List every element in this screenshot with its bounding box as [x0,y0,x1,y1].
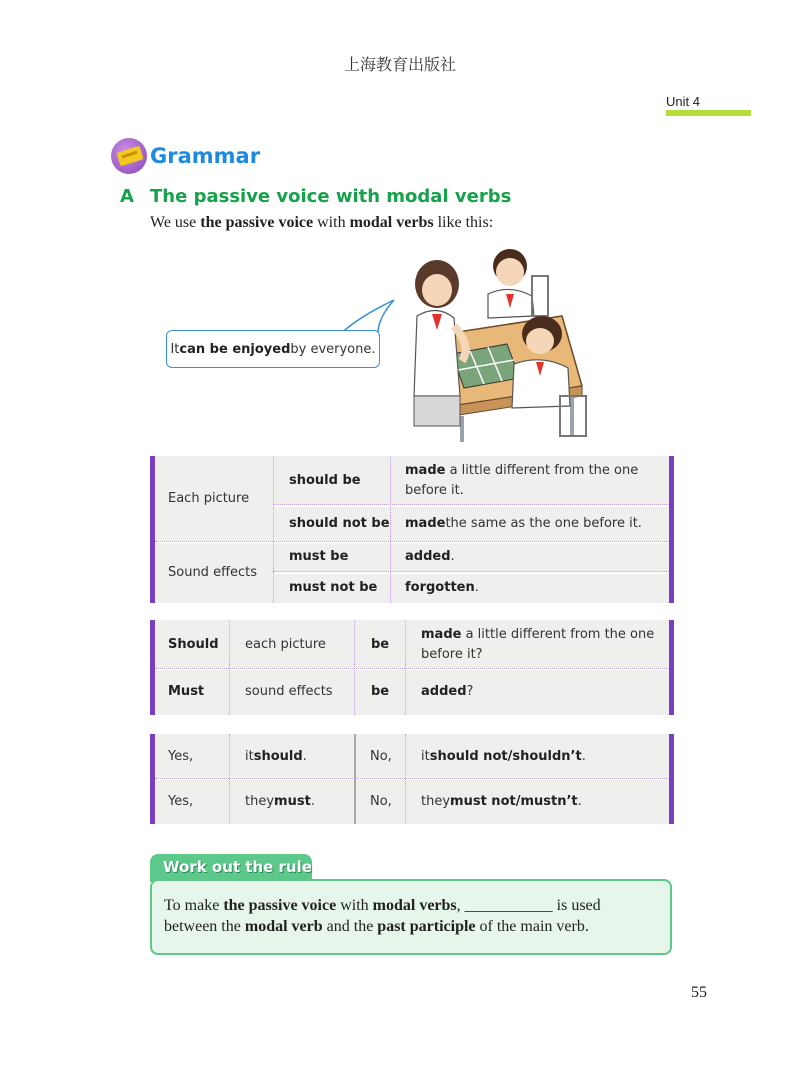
grammar-icon [111,138,147,174]
answer-no-text-row2: they must not/mustn’t . [421,793,582,809]
verb-phrase-row1: made a little different from the one before it. [405,463,639,498]
rule-line-1: To make the passive voice with modal verbs, ___________ is used [164,897,601,914]
publisher-header: 上海教育出版社 [343,55,456,74]
verb-phrase-row3: added . [405,549,455,564]
answer-no-text-row1: it should not/shouldn’t . [421,748,586,764]
answer-yes-text-row1: it should . [245,748,307,764]
unit-label: Unit 4 [666,94,700,109]
answer-no-row1: No, [370,748,392,764]
speech-bubble: It can be enjoyed by everyone. [166,330,380,368]
rule-tab-label: Work out the rule [163,858,312,876]
intro-text: We use the passive voice with modal verbs like this: [150,214,494,231]
answer-yes-text-row2: they must . [245,793,315,809]
students-illustration [392,246,592,442]
passive-questions-table [150,620,674,715]
question-modal-should: Should [168,636,219,652]
subsection-letter: A [120,186,134,207]
answer-yes-row1: Yes, [168,748,194,764]
modal-must-be: must be [289,549,349,564]
subject-each-picture: Each picture [168,491,250,506]
verb-phrase-row2: made the same as the one before it. [405,515,642,531]
verb-phrase-row4: forgotten . [405,580,479,595]
question-subject-row1: each picture [245,636,326,652]
answer-yes-row2: Yes, [168,793,194,809]
section-title: Grammar [150,144,261,168]
modal-should-not-be: should not be [289,515,390,531]
modal-should-be: should be [289,473,361,488]
question-verb-row2: added ? [421,684,474,699]
subsection-title: The passive voice with modal verbs [150,186,512,207]
question-be-row2: be [371,684,390,699]
subject-sound-effects: Sound effects [168,564,258,580]
short-answers-table [150,734,674,824]
modal-must-not-be: must not be [289,580,378,595]
question-verb-row1: made a little different from the one before it? [421,627,655,662]
question-modal-must: Must [168,684,205,699]
question-subject-row2: sound effects [245,684,333,699]
question-be-row1: be [371,636,390,652]
passive-statements-table [150,456,674,603]
answer-no-row2: No, [370,793,392,809]
rule-box [150,879,672,955]
rule-line-2: between the modal verb and the past participle of the main verb. [164,918,589,935]
page-number: 55 [691,984,707,1001]
unit-underline [666,110,751,116]
